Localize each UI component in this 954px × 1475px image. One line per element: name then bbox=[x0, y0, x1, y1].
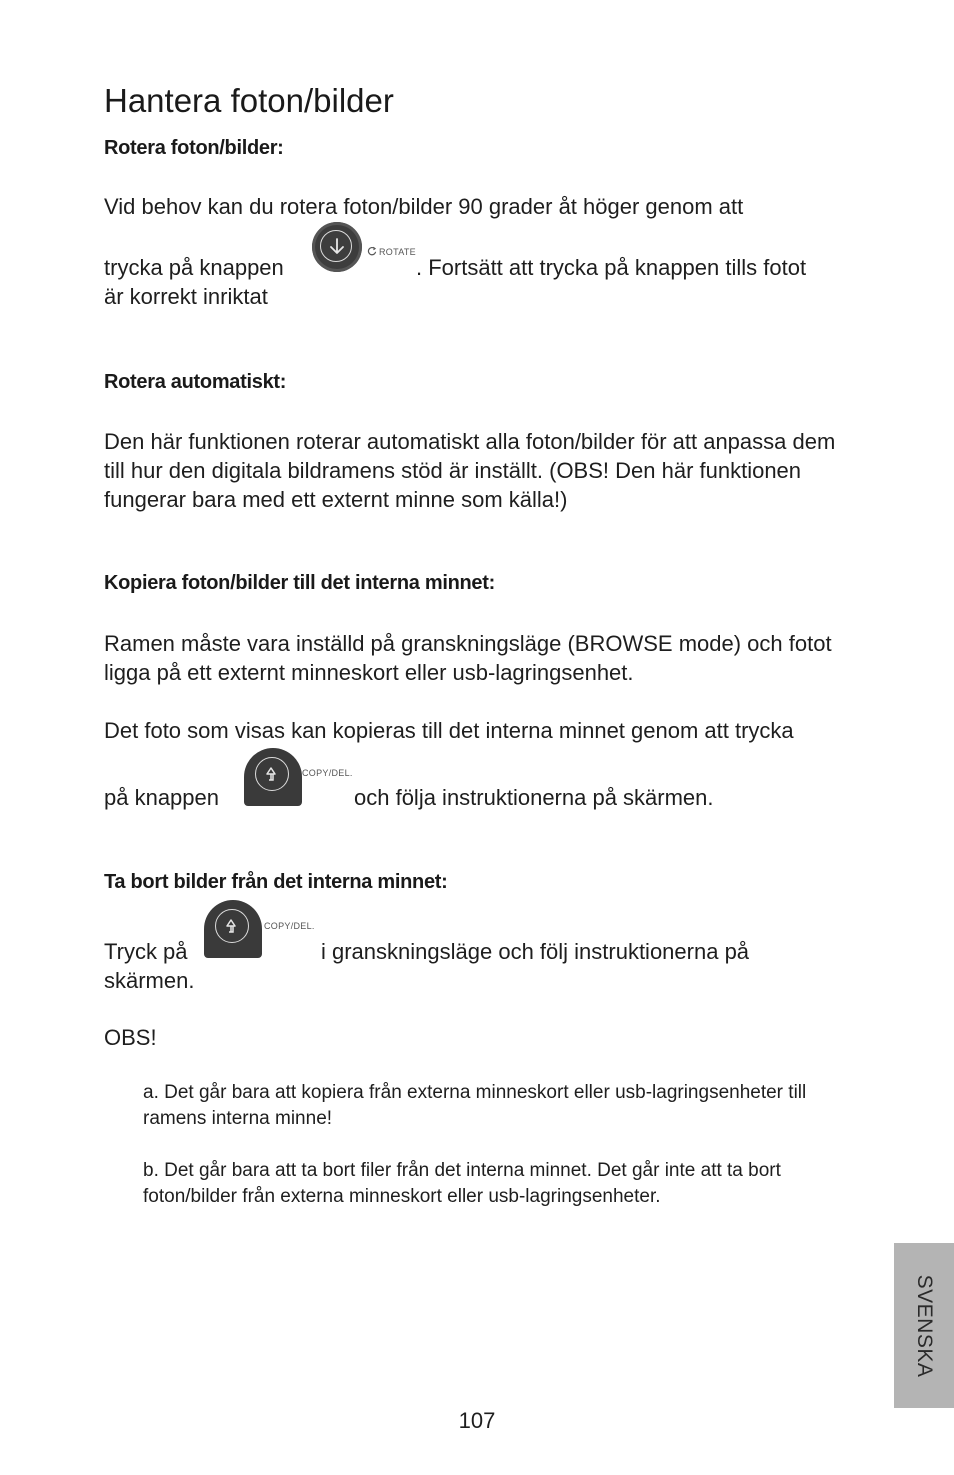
arrow-down-icon bbox=[312, 222, 362, 272]
page-title: Hantera foton/bilder bbox=[104, 82, 394, 120]
copy-heading: Kopiera foton/bilder till det interna minnet: bbox=[104, 572, 495, 594]
copy-del-icon bbox=[244, 748, 302, 806]
rotate-heading: Rotera foton/bilder: bbox=[104, 137, 284, 159]
page-number: 107 bbox=[458, 1408, 496, 1433]
note-item-a: a. Det går bara att kopiera från externa minneskort eller usb-lagringsenheter till ramens interna minne! bbox=[143, 1082, 807, 1129]
copy-text-para2-start: på knappen bbox=[104, 785, 219, 810]
language-tab-label: SVENSKA bbox=[913, 1274, 936, 1377]
copy-text-para2-end: och följa instruktionerna på skärmen. bbox=[354, 785, 714, 810]
delete-text-line2: skärmen. bbox=[104, 968, 195, 993]
delete-text-start: Tryck på bbox=[104, 939, 188, 964]
rotate-icon bbox=[367, 246, 377, 256]
rotate-text-line2-end: . Fortsätt att trycka på knappen tills fotot bbox=[416, 255, 807, 280]
rotate-text-line2-start: trycka på knappen bbox=[104, 255, 284, 280]
copy-del-button-2-label: COPY/DEL. bbox=[264, 921, 315, 931]
auto-rotate-heading: Rotera automatiskt: bbox=[104, 371, 287, 393]
note-item-b: b. Det går bara att ta bort filer från det interna minnet. Det går inte att ta bort foton/bilder från externa minneskort eller usb-lagringsenheter. bbox=[143, 1160, 781, 1207]
rotate-text-line3: är korrekt inriktat bbox=[104, 284, 268, 309]
auto-rotate-text: Den här funktionen roterar automatiskt alla foton/bilder för att anpassa dem till hur den digitala bildramens stöd är inställt. (OBS! Den här funktionen fungerar bara med ett externt minne som källa!) bbox=[104, 429, 836, 512]
copy-text-para2-line1: Det foto som visas kan kopieras till det interna minnet genom att trycka bbox=[104, 718, 794, 743]
copy-del-button-2 bbox=[204, 900, 262, 958]
copy-text-para1: Ramen måste vara inställd på granskningsläge (BROWSE mode) och fotot ligga på ett externt minneskort eller usb-lagringsenhet. bbox=[104, 631, 832, 685]
copy-del-icon bbox=[204, 900, 262, 958]
rotate-text-line1: Vid behov kan du rotera foton/bilder 90 grader åt höger genom att bbox=[104, 194, 744, 219]
copy-del-button-label: COPY/DEL. bbox=[302, 768, 353, 778]
notes-label: OBS! bbox=[104, 1025, 157, 1050]
delete-text-end: i granskningsläge och följ instruktionerna på bbox=[321, 939, 750, 964]
rotate-button-label: ROTATE bbox=[379, 247, 416, 257]
rotate-button bbox=[312, 222, 362, 272]
copy-del-button bbox=[244, 748, 302, 806]
delete-heading: Ta bort bilder från det interna minnet: bbox=[104, 871, 448, 893]
language-tab bbox=[894, 1243, 954, 1408]
